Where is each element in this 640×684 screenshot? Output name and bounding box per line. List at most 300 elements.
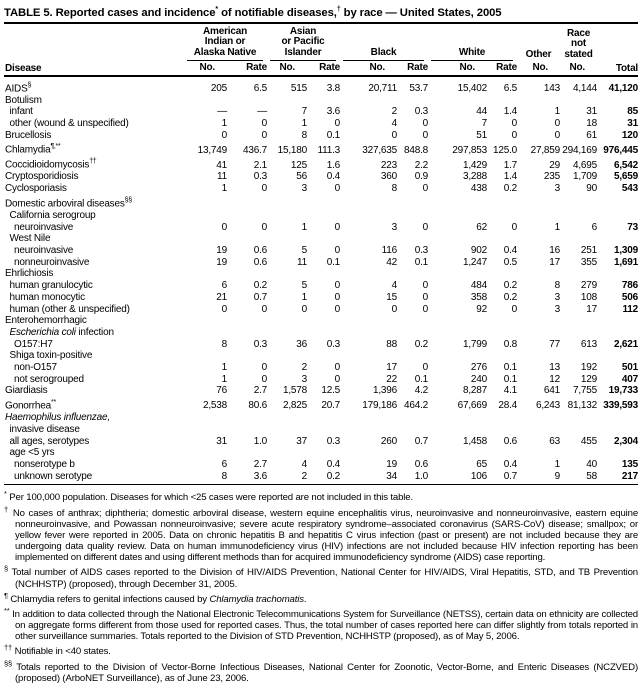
cell-value <box>267 210 307 222</box>
disease-label: California serogroup <box>9 209 96 221</box>
table-row <box>4 471 638 485</box>
cell-value <box>184 210 227 222</box>
cell-value <box>307 195 340 210</box>
table-row <box>4 95 638 107</box>
cell-value <box>227 195 267 210</box>
cell-value: 3.6 <box>326 106 341 118</box>
cell-value: 0 <box>334 303 341 315</box>
cell-value <box>267 350 307 362</box>
cell-value <box>487 315 517 327</box>
table-row <box>4 183 638 195</box>
cell-value <box>487 233 517 245</box>
total-cell: 6,542 <box>613 159 639 171</box>
cell-value: 613 <box>580 338 598 350</box>
footnote: † No cases of anthrax; diphtheria; domestic arboviral disease, western equine encephalitis virus, neuroinvasive and nonneuroinvasive, eastern equine nonneuroinvasive, and Powassan nonneuroinvasive; severe acute respiratory syndrome–associated coronavirus (SARS-CoV) disease; smallpox; or yellow fever were reported in 2005. Data on chronic hepatitis B and hepatitis C virus infection (past or present) are not included because they are undergoing data quality review. Data on human immunodeficiency virus (HIV) infections are not included because HIV infection reporting has been implemented on different dates and using different methods than for acquired immunodeficiency syndrome (AIDS) case reporting. <box>4 504 639 564</box>
cell-value: 28.4 <box>498 400 518 412</box>
column-group-header <box>517 24 560 61</box>
cell-value: 6.5 <box>253 82 268 94</box>
cell-value: 223 <box>380 159 398 171</box>
cell-value: — <box>257 106 268 118</box>
disease-label: infant <box>9 106 33 118</box>
cell-value: 0.8 <box>503 338 518 350</box>
cell-value <box>267 268 307 280</box>
header-group-row <box>4 24 638 61</box>
cell-value: 0 <box>334 373 341 385</box>
table-row <box>4 141 638 156</box>
cell-value <box>560 327 597 339</box>
cell-value: 0 <box>391 303 398 315</box>
cell-value: 1 <box>554 458 561 470</box>
cell-value: 61 <box>586 129 598 141</box>
cell-value: 2,825 <box>282 400 308 412</box>
cell-value: 15,402 <box>457 82 488 94</box>
disease-label: Haemophilus influenzae, <box>5 412 110 424</box>
cell-value: 0.2 <box>503 183 518 195</box>
cell-value <box>560 315 597 327</box>
cell-value <box>487 447 517 459</box>
cell-value: 67,669 <box>457 400 488 412</box>
table-row <box>4 171 638 183</box>
cell-value <box>560 350 597 362</box>
column-group-header <box>428 24 517 61</box>
cell-value <box>184 195 227 210</box>
cell-value <box>428 210 487 222</box>
disease-label: AIDS§ <box>5 81 32 94</box>
cell-value: 4 <box>391 117 398 129</box>
cell-value: 641 <box>543 385 561 397</box>
table-row <box>4 222 638 234</box>
cell-value: 0.3 <box>414 106 429 118</box>
cell-value: 53.7 <box>409 82 429 94</box>
cell-value: 3 <box>301 183 308 195</box>
cell-value <box>227 210 267 222</box>
cell-value: 0 <box>221 303 227 315</box>
footnote-marker: †† <box>4 643 13 653</box>
cell-value: 1.4 <box>503 171 518 183</box>
cell-value: 1,247 <box>462 256 488 268</box>
cell-value: 1,799 <box>462 338 488 350</box>
cell-value: 2 <box>391 106 398 118</box>
cell-value: 294,169 <box>562 144 598 156</box>
cell-value: 0 <box>422 183 429 195</box>
total-cell: 1,309 <box>613 245 639 256</box>
cell-value: 3 <box>391 221 398 233</box>
column-group-header <box>340 24 428 61</box>
cell-value: 17 <box>386 362 398 374</box>
cell-value: 0 <box>221 129 227 141</box>
total-cell: 786 <box>621 280 639 292</box>
table-row <box>4 268 638 280</box>
disease-label: Domestic arboviral diseases§§ <box>5 196 132 210</box>
cell-value: 44 <box>476 106 488 118</box>
column-subheader: No. <box>184 61 227 76</box>
cell-value <box>307 233 340 245</box>
column-group-label: Other <box>525 48 552 60</box>
cell-value: 18 <box>586 117 598 129</box>
footnote: †† Notifiable in <40 states. <box>4 643 111 658</box>
disease-label: Botulism <box>5 94 42 106</box>
cell-value <box>487 350 517 362</box>
table-row <box>4 233 638 245</box>
cell-value: 0.4 <box>503 458 518 470</box>
cell-value: 0 <box>221 221 227 233</box>
cell-value <box>487 95 517 107</box>
cell-value <box>560 95 597 107</box>
table-row <box>4 412 638 424</box>
cell-value <box>397 233 428 245</box>
cell-value <box>517 210 560 222</box>
cell-value: 0 <box>334 221 341 233</box>
cell-value <box>267 95 307 107</box>
cell-value: 111.3 <box>317 144 341 156</box>
cell-value: 8 <box>184 471 227 485</box>
cell-value: 0.6 <box>253 245 268 256</box>
cell-value: 41 <box>216 159 227 171</box>
cell-value: 0 <box>554 129 561 141</box>
cell-value: 1,429 <box>462 159 488 171</box>
cell-value: 3 <box>554 183 561 195</box>
footnote-marker: ** <box>4 605 10 615</box>
cell-value: 1,458 <box>462 435 488 447</box>
cell-value: 0.1 <box>503 373 518 385</box>
disease-label: Cyclosporiasis <box>5 183 67 195</box>
cell-value: 37 <box>296 435 308 447</box>
cell-value: 3,288 <box>462 171 488 183</box>
cell-value: 2 <box>267 471 307 485</box>
cell-value: 4 <box>391 280 398 292</box>
total-cell: 407 <box>621 373 639 385</box>
cell-value: 2.7 <box>253 385 268 397</box>
cell-value: 0 <box>391 129 398 141</box>
total-cell: 19,733 <box>608 385 639 397</box>
column-group-header <box>267 24 340 61</box>
total-cell: 2,304 <box>613 435 639 447</box>
total-cell: 506 <box>621 291 639 303</box>
cell-value <box>560 195 597 210</box>
cell-value <box>428 233 487 245</box>
cell-value: 848.8 <box>403 144 429 156</box>
cell-value: 5 <box>301 245 308 256</box>
cell-value: 3 <box>301 373 308 385</box>
cell-value: 484 <box>470 280 488 292</box>
total-cell: 2,621 <box>613 338 639 350</box>
cell-value: 1 <box>301 291 308 303</box>
disease-label: human (other & unspecified) <box>9 303 130 315</box>
cell-value: 0.4 <box>326 458 341 470</box>
cell-value <box>517 350 560 362</box>
cell-value <box>397 350 428 362</box>
cell-value: 0.3 <box>326 338 341 350</box>
cell-value: 31 <box>586 106 598 118</box>
cell-value <box>487 268 517 280</box>
cell-value: 4 <box>301 458 308 470</box>
disease-label: non-O157 <box>14 362 57 374</box>
cell-value: 13 <box>549 362 561 374</box>
cell-value: 1.7 <box>503 159 518 171</box>
cell-value: 8 <box>301 129 308 141</box>
cell-value <box>428 315 487 327</box>
cell-value: 27,859 <box>530 144 561 156</box>
cell-value: 0 <box>261 183 268 195</box>
disease-label: neuroinvasive <box>14 245 74 256</box>
cell-value: 240 <box>470 373 488 385</box>
footnote: § Total number of AIDS cases reported to the Division of HIV/AIDS Prevention, National Center for HIV/AIDS, Viral Hepatitis, STD, and TB Prevention (NCHHSTP) (proposed), through December 31, 2005. <box>4 564 638 590</box>
cell-value <box>560 412 597 424</box>
cell-value: 0 <box>261 117 268 129</box>
cell-value: 0 <box>334 245 341 256</box>
cell-value <box>560 424 597 436</box>
table-row <box>4 257 638 269</box>
cell-value: 5 <box>301 280 308 292</box>
cell-value: 17 <box>549 256 561 268</box>
cell-value: 0.6 <box>503 435 518 447</box>
table-row <box>4 397 638 412</box>
cell-value <box>517 327 560 339</box>
cell-value <box>487 412 517 424</box>
footnote-marker: ¶ <box>4 590 8 600</box>
cell-value <box>340 447 397 459</box>
table-row <box>4 424 638 436</box>
footnotes <box>4 485 638 684</box>
disease-label: Shiga toxin-positive <box>9 350 93 362</box>
column-group-label: Black <box>343 48 424 61</box>
cell-value: 1.6 <box>326 159 341 171</box>
cell-value: 0.2 <box>253 280 268 292</box>
cell-value <box>397 95 428 107</box>
table-row <box>4 130 638 142</box>
cell-value <box>340 424 397 436</box>
cell-value: 192 <box>580 362 598 374</box>
cell-value: 80.6 <box>248 400 268 412</box>
total-cell: 85 <box>627 106 639 118</box>
cell-value: 6 <box>221 458 227 470</box>
cell-value <box>517 268 560 280</box>
disease-label: all ages, serotypes <box>9 435 90 447</box>
cell-value: 438 <box>470 183 488 195</box>
cell-value: 6,243 <box>535 400 561 412</box>
cell-value <box>560 233 597 245</box>
table-row <box>4 292 638 304</box>
cell-value <box>517 447 560 459</box>
cell-value: 1,396 <box>372 385 398 397</box>
cell-value <box>227 412 267 424</box>
column-subheader: No. <box>340 61 397 76</box>
cell-value <box>307 447 340 459</box>
cell-value: 3.6 <box>227 471 267 485</box>
table-row <box>4 339 638 351</box>
cell-value <box>397 315 428 327</box>
disease-label: O157:H7 <box>14 338 53 350</box>
cell-value <box>340 315 397 327</box>
cell-value <box>267 412 307 424</box>
cell-value <box>307 268 340 280</box>
cell-value <box>184 327 227 339</box>
notifiable-diseases-table <box>4 24 638 486</box>
cell-value: 260 <box>380 435 398 447</box>
cell-value: 0.1 <box>503 362 518 374</box>
cell-value <box>517 315 560 327</box>
cell-value <box>397 210 428 222</box>
table-row <box>4 327 638 339</box>
cell-value: 0.7 <box>414 435 429 447</box>
cell-value: 0.7 <box>253 291 268 303</box>
cell-value: 11 <box>297 256 308 268</box>
disease-label: human granulocytic <box>9 280 93 292</box>
cell-value: 20,711 <box>368 82 398 94</box>
column-subheader: No. <box>267 61 307 76</box>
column-group-header <box>184 24 267 61</box>
table-row <box>4 459 638 471</box>
disease-label: Coccidioidomycosis†† <box>5 158 97 171</box>
footnote: ** In addition to data collected through the National Electronic Telecommunications System for Surveillance (NETSS), certain data on ethnicity are collected on aggregate forms different from those used for reported cases. Thus, the total number of cases reported here can differ slightly from totals reported in other surveillance summaries. Totals reported to the Division of STD Prevention, NCHHSTP (proposed), as of May 5, 2006. <box>4 605 638 643</box>
cell-value <box>428 195 487 210</box>
disease-label: Chlamydia¶,** <box>5 143 61 156</box>
total-cell <box>597 233 638 245</box>
cell-value: 0 <box>261 373 268 385</box>
cell-value <box>227 447 267 459</box>
cell-value <box>307 210 340 222</box>
cell-value <box>340 268 397 280</box>
total-cell <box>597 350 638 362</box>
cell-value <box>397 195 428 210</box>
cell-value: 0.1 <box>414 256 429 268</box>
cell-value: 17 <box>586 303 598 315</box>
cell-value: — <box>217 106 227 118</box>
cell-value <box>397 424 428 436</box>
cell-value <box>184 424 227 436</box>
cell-value: 15 <box>386 291 398 303</box>
cell-value: 16 <box>549 245 561 256</box>
cell-value: 106 <box>428 471 487 485</box>
cell-value: 3 <box>554 303 561 315</box>
cell-value: 436.7 <box>242 144 268 156</box>
cell-value <box>428 268 487 280</box>
cell-value: 358 <box>470 291 488 303</box>
column-group-header <box>560 24 597 61</box>
cell-value: 0 <box>422 291 429 303</box>
disease-label: Brucellosis <box>5 129 52 141</box>
disease-label: Ehrlichiosis <box>5 268 54 280</box>
cell-value: 205 <box>210 82 227 94</box>
cell-value: 2.7 <box>253 458 268 470</box>
table-row <box>4 118 638 130</box>
table-row <box>4 245 638 257</box>
cell-value: 13,749 <box>197 144 227 156</box>
cell-value: 0.2 <box>503 291 518 303</box>
total-cell <box>597 424 638 436</box>
cell-value <box>340 233 397 245</box>
cell-value: 0 <box>301 303 308 315</box>
cell-value: 40 <box>586 458 598 470</box>
cell-value: 1 <box>221 183 227 195</box>
total-cell: 135 <box>621 458 639 470</box>
cell-value: 62 <box>476 221 488 233</box>
cell-value: 0 <box>334 362 341 374</box>
cell-value <box>340 195 397 210</box>
cell-value: 4,144 <box>572 82 598 94</box>
cell-value: 0 <box>261 129 268 141</box>
cell-value: 1,709 <box>572 171 598 183</box>
table-row <box>4 350 638 362</box>
cell-value <box>227 350 267 362</box>
cell-value <box>487 424 517 436</box>
column-subheader: Rate <box>487 61 517 76</box>
column-header-total: Total <box>597 24 638 76</box>
cell-value: 56 <box>296 171 308 183</box>
cell-value: 19 <box>216 245 227 256</box>
disease-label: Gonorrhea** <box>5 399 56 412</box>
column-subheader: No. <box>428 61 487 76</box>
cell-value: 1 <box>301 117 308 129</box>
cell-value <box>517 412 560 424</box>
total-cell <box>597 315 638 327</box>
total-cell: 543 <box>621 183 639 195</box>
cell-value: 360 <box>380 171 398 183</box>
cell-value <box>184 233 227 245</box>
cell-value: 2 <box>301 362 308 374</box>
cell-value <box>340 350 397 362</box>
cell-value: 1 <box>554 106 561 118</box>
disease-label: invasive disease <box>9 423 80 435</box>
cell-value <box>184 350 227 362</box>
cell-value: 88 <box>386 338 398 350</box>
cell-value <box>517 424 560 436</box>
cell-value: 76 <box>216 385 227 397</box>
cell-value: 0 <box>511 129 518 141</box>
table-row <box>4 210 638 222</box>
cell-value <box>397 327 428 339</box>
cell-value <box>267 233 307 245</box>
cell-value <box>428 447 487 459</box>
column-subheader: Rate <box>227 61 267 76</box>
cell-value: 9 <box>517 471 560 485</box>
cell-value: 3.8 <box>326 82 341 94</box>
cell-value <box>227 315 267 327</box>
cell-value <box>487 210 517 222</box>
total-cell: 120 <box>621 129 639 141</box>
disease-label: not serogrouped <box>14 373 84 385</box>
cell-value: 19 <box>216 256 227 268</box>
cell-value: 42 <box>386 256 398 268</box>
cell-value: 63 <box>549 435 561 447</box>
disease-label: Giardiasis <box>5 385 48 397</box>
cell-value: 0 <box>422 362 429 374</box>
cell-value: 2,538 <box>202 400 227 412</box>
cell-value: 1 <box>221 362 227 374</box>
cell-value <box>227 424 267 436</box>
table-row <box>4 447 638 459</box>
total-cell: 217 <box>597 471 638 485</box>
cell-value: 92 <box>476 303 488 315</box>
cell-value <box>340 95 397 107</box>
total-cell: 976,445 <box>603 144 639 156</box>
cell-value: 0 <box>422 221 429 233</box>
cell-value: 108 <box>580 291 598 303</box>
cell-value: 81,132 <box>567 400 598 412</box>
total-cell <box>597 268 638 280</box>
total-cell <box>597 447 638 459</box>
footnote: ¶ Chlamydia refers to genital infections caused by Chlamydia trachomatis. <box>4 590 307 605</box>
disease-label: age <5 yrs <box>9 447 55 459</box>
cell-value: 125.0 <box>492 144 518 156</box>
cell-value: 251 <box>580 245 598 256</box>
cell-value: 0.5 <box>503 256 518 268</box>
cell-value: 36 <box>296 338 308 350</box>
table-title: TABLE 5. Reported cases and incidence* of notifiable diseases,† by race — United States, 2005 <box>4 3 638 24</box>
cell-value: 2.2 <box>414 159 429 171</box>
cell-value: 902 <box>470 245 488 256</box>
cell-value <box>267 327 307 339</box>
